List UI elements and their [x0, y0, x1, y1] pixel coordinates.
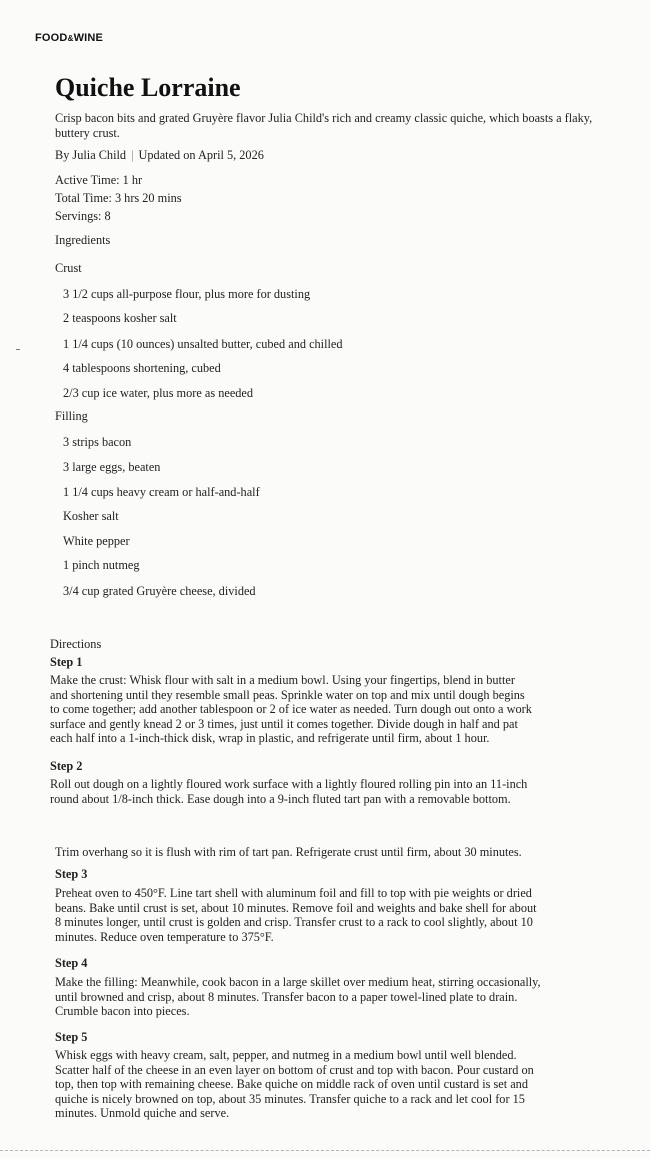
active-time: Active Time: 1 hr — [55, 173, 143, 187]
servings: Servings: 8 — [55, 209, 111, 223]
author-link[interactable]: By Julia Child — [55, 148, 127, 162]
step-line: to come together; add another tablespoon or 2 of ice water as needed. Turn dough out onto a work — [50, 702, 532, 717]
updated-date: Updated on April 5, 2026 — [138, 148, 264, 162]
step-line: Roll out dough on a lightly floured work surface with a lightly floured rolling pin into an 11-inch — [50, 777, 528, 791]
ingredient-item: Kosher salt — [63, 509, 119, 523]
step-line: Preheat oven to 450°F. Line tart shell with aluminum foil and fill to top with pie weights or dried — [55, 886, 532, 900]
step-label: Step 4 — [55, 956, 88, 970]
ingredient-item: 4 tablespoons shortening, cubed — [63, 361, 221, 375]
ingredient-item: 3/4 cup grated Gruyère cheese, divided — [63, 584, 256, 598]
recipe-subtitle: Crisp bacon bits and grated Gruyère flavor Julia Child's rich and creamy classic quiche, which boasts a flaky, buttery crust. — [55, 111, 593, 140]
step-label: Step 1 — [50, 655, 83, 669]
ingredient-item: 1 pinch nutmeg — [63, 558, 140, 572]
bottom-divider — [0, 1150, 650, 1151]
ingredients-heading: Ingredients — [55, 233, 111, 247]
step-line: round about 1/8-inch thick. Ease dough into a 9-inch fluted tart pan with a removable bottom. — [50, 791, 511, 806]
total-time: Total Time: 3 hrs 20 mins — [55, 191, 182, 205]
step-text — [55, 886, 537, 944]
byline-separator: | — [131, 148, 134, 162]
step-line: minutes. Reduce oven temperature to 375°F. — [55, 929, 274, 944]
ingredient-item: 1 1/4 cups (10 ounces) unsalted butter, cubed and chilled — [63, 337, 343, 351]
brand-wine: WINE — [73, 32, 104, 44]
scan-mark — [16, 349, 20, 350]
step-line: quiche is nicely browned on top, about 35 minutes. Transfer quiche to a rack and let cool for 15 — [55, 1091, 525, 1106]
recipe-title: Quiche Lorraine — [55, 73, 241, 102]
directions-heading: Directions — [50, 637, 102, 651]
ingredient-item: 3 large eggs, beaten — [63, 460, 161, 474]
step-line: Scatter half of the cheese in an even layer on bottom of crust and top with bacon. Pour custard on — [55, 1062, 534, 1077]
step-line: minutes. Unmold quiche and serve. — [55, 1106, 230, 1121]
crust-heading: Crust — [55, 261, 82, 275]
step-line: Make the filling: Meanwhile, cook bacon in a large skillet over medium heat, stirring occasionally, — [55, 975, 541, 989]
step-line: and shortening until they resemble small peas. Sprinkle water on top and mix until dough begins — [50, 687, 525, 702]
step-line: surface and gently knead 2 or 3 times, just until it comes together. Divide dough in half and pat — [50, 716, 518, 731]
byline — [55, 148, 264, 163]
step-line: top, then top with remaining cheese. Bake quiche on middle rack of oven until custard is set and — [55, 1077, 528, 1092]
step-label: Step 5 — [55, 1030, 88, 1044]
step-line: 8 minutes longer, until crust is golden and crisp. Transfer crust to a rack to cool slightly, about 10 — [55, 915, 533, 930]
step-text — [50, 777, 527, 806]
step-line: each half into a 1-inch-thick disk, wrap in plastic, and refrigerate until firm, about 1 hour. — [50, 731, 490, 746]
brand-amp: & — [67, 34, 74, 43]
ingredient-item: 1 1/4 cups heavy cream or half-and-half — [63, 485, 260, 499]
step-line: Whisk eggs with heavy cream, salt, pepper, and nutmeg in a medium bowl until well blended. — [55, 1048, 517, 1062]
ingredient-item: 2 teaspoons kosher salt — [63, 311, 177, 325]
filling-heading: Filling — [55, 409, 88, 423]
brand-food: FOOD — [35, 32, 68, 44]
step-line: Make the crust: Whisk flour with salt in a medium bowl. Using your fingertips, blend in butter — [50, 673, 515, 687]
step-text — [50, 673, 532, 746]
step-text — [55, 975, 541, 1019]
step-label: Step 3 — [55, 867, 88, 881]
ingredient-item: White pepper — [63, 534, 130, 548]
ingredient-item: 2/3 cup ice water, plus more as needed — [63, 386, 254, 400]
ingredient-item: 3 strips bacon — [63, 435, 132, 449]
step-continued-text: Trim overhang so it is flush with rim of tart pan. Refrigerate crust until firm, about 30 minutes. — [55, 845, 522, 859]
ingredient-item: 3 1/2 cups all-purpose flour, plus more for dusting — [63, 287, 311, 301]
brand-logo[interactable] — [35, 32, 103, 44]
step-line: Crumble bacon into pieces. — [55, 1004, 190, 1019]
step-text — [55, 1048, 534, 1121]
step-label: Step 2 — [50, 759, 83, 773]
step-line: until browned and crisp, about 8 minutes. Transfer bacon to a paper towel-lined plate to drain. — [55, 989, 518, 1004]
step-line: beans. Bake until crust is set, about 10 minutes. Remove foil and weights and bake shell for about — [55, 900, 537, 915]
recipe-meta — [55, 171, 182, 225]
